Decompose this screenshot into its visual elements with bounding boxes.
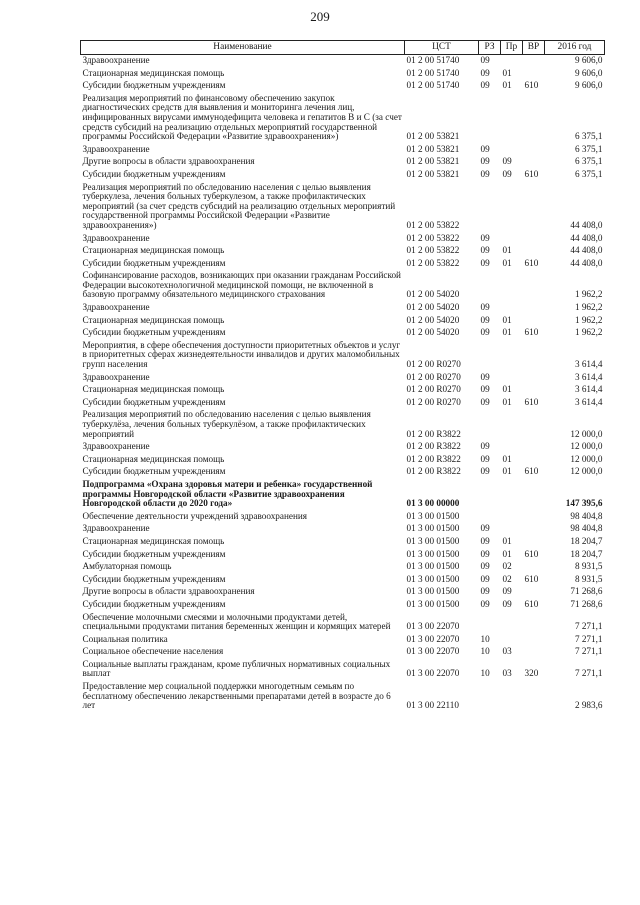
pr-cell [501,523,523,536]
name-cell: Софинансирование расходов, возникающих при оказании гражданам Российской Федерации высокотехнологичной медицинской помощи, не включенной в базовую программу обязательного медицинского страхования [82,270,401,300]
pr-cell [501,55,523,68]
cst-cell: 01 2 00 51740 [406,80,460,91]
pr-cell: 01 [502,535,512,546]
pr-cell: 01 [502,245,512,256]
rz-cell: 09 [480,441,490,452]
pr-cell [501,93,523,144]
name-cell: Субсидии бюджетным учреждениям [82,548,226,559]
vr-cell: 610 [524,168,539,179]
sum-cell: 8 931,5 [574,573,603,584]
table-row [81,144,605,157]
vr-cell [523,270,545,302]
cst-cell: 01 2 00 53821 [406,156,460,167]
cst-cell: 01 3 00 01500 [406,510,460,521]
header-pr: Пр [501,41,523,55]
vr-cell [523,612,545,634]
sum-cell: 9 606,0 [574,80,603,91]
sum-cell: 6 375,1 [574,168,603,179]
vr-cell [523,372,545,385]
cst-cell: 01 2 00 51740 [406,67,460,78]
rz-cell [479,182,501,233]
vr-cell: 610 [524,257,539,268]
vr-cell [523,68,545,81]
pr-cell [501,372,523,385]
vr-cell [523,315,545,328]
rz-cell [479,93,501,144]
sum-cell: 6 375,1 [574,131,603,142]
cst-cell: 01 2 00 R0270 [406,359,461,370]
sum-cell: 9 606,0 [574,67,603,78]
name-cell: Здравоохранение [82,55,150,65]
name-cell: Социальные выплаты гражданам, кроме публичных нормативных социальных выплат [82,658,391,679]
pr-cell: 01 [502,466,512,477]
rz-cell: 09 [480,245,490,256]
table-row [81,169,605,182]
rz-cell: 09 [480,396,490,407]
table-row [81,384,605,397]
page-number: 209 [310,9,330,24]
sum-cell: 6 375,1 [574,143,603,154]
pr-cell [501,441,523,454]
cst-cell: 01 2 00 54020 [406,302,460,313]
vr-cell [523,93,545,144]
sum-cell: 1 962,2 [574,327,603,338]
name-cell: Стационарная медицинская помощь [82,535,225,546]
sum-cell: 12 000,0 [570,428,603,439]
pr-cell [501,479,523,511]
vr-cell: 610 [524,548,539,559]
pr-cell: 01 [502,257,512,268]
vr-cell [523,233,545,246]
name-cell: Обеспечение молочными смесями и молочными продуктами детей, специальными продуктами питания беременных женщин и кормящих матерей [82,611,391,632]
pr-cell: 02 [502,561,512,572]
vr-cell [523,302,545,315]
vr-cell [523,523,545,536]
vr-cell [523,384,545,397]
rz-cell: 09 [480,302,490,313]
pr-cell: 02 [502,573,512,584]
rz-cell: 09 [480,257,490,268]
sum-cell: 7 271,1 [574,646,603,657]
vr-cell: 610 [524,573,539,584]
name-cell: Реализация мероприятий по обследованию населения с целью выявления туберкулеза, лечения больных туберкулезом, а также профилактических мероприятий (за счет средств субсидий на реализацию отдельных мероприятий государственной программы Российской Федерации «Развитие здравоохранения») [82,181,396,230]
name-cell: Здравоохранение [82,371,150,382]
vr-cell [523,586,545,599]
rz-cell: 09 [480,523,490,534]
rz-cell: 09 [480,232,490,243]
rz-cell [479,409,501,441]
pr-cell: 03 [502,646,512,657]
table-row [81,233,605,246]
name-cell: Субсидии бюджетным учреждениям [82,80,226,91]
sum-cell: 98 404,8 [570,510,603,521]
sum-cell: 44 408,0 [570,219,603,230]
vr-cell [523,681,545,713]
sum-cell: 44 408,0 [570,257,603,268]
pr-cell: 01 [502,384,512,395]
table-row [81,466,605,479]
vr-cell [523,454,545,467]
rz-cell [479,479,501,511]
table-row [81,659,605,681]
name-cell: Стационарная медицинская помощь [82,245,225,256]
vr-cell [523,144,545,157]
vr-cell [523,646,545,659]
sum-cell: 71 268,6 [570,598,603,609]
table-row [81,245,605,258]
table-row [81,55,605,68]
cst-cell: 01 2 00 53822 [406,232,460,243]
sum-cell: 3 614,4 [574,384,603,395]
sum-cell: 18 204,7 [570,535,603,546]
sum-cell: 147 395,6 [565,498,603,509]
cst-cell: 01 3 00 01500 [406,523,460,534]
table-row [81,156,605,169]
cst-cell: 01 2 00 R3822 [406,428,461,439]
vr-cell [523,561,545,574]
pr-cell [501,233,523,246]
cst-cell: 01 3 00 22070 [406,633,460,644]
sum-cell: 3 614,4 [574,396,603,407]
cst-cell: 01 2 00 R3822 [406,453,461,464]
pr-cell: 09 [502,156,512,167]
pr-cell: 01 [502,327,512,338]
table-row [81,549,605,562]
pr-cell [501,409,523,441]
table-row [81,511,605,524]
cst-cell: 01 2 00 R3822 [406,466,461,477]
name-cell: Предоставление мер социальной поддержки многодетным семьям по бесплатному обеспечению лекарственными препаратами детей в возрасте до 6 лет [82,681,391,711]
rz-cell: 09 [480,586,490,597]
rz-cell: 09 [480,371,490,382]
name-cell: Реализация мероприятий по финансовому обеспечению закупок диагностических средств для выявления и мониторинга лечения лиц, инфицированных вирусами иммунодефицита человека и гепатитов В и С (за счет средств субсидий на реализацию отдельных мероприятий государственной программы Российской Федерации «Развитие здравоохранения») [82,92,402,142]
sum-cell: 7 271,1 [574,621,603,632]
rz-cell: 09 [480,466,490,477]
table-row [81,634,605,647]
cst-cell: 01 3 00 01500 [406,598,460,609]
cst-cell: 01 3 00 22070 [406,621,460,632]
name-cell: Реализация мероприятий по обследованию населения с целью выявления туберкулёза, лечения больных туберкулёзом, а также профилактических мероприятий [82,409,371,439]
rz-cell [479,681,501,713]
sum-cell: 12 000,0 [570,441,603,452]
name-cell: Здравоохранение [82,302,150,313]
table-row [81,681,605,713]
cst-cell: 01 2 00 53822 [406,257,460,268]
cst-cell: 01 3 00 01500 [406,586,460,597]
cst-cell: 01 3 00 22070 [406,646,460,657]
name-cell: Социальная политика [82,633,168,644]
rz-cell: 09 [480,156,490,167]
cst-cell: 01 2 00 53821 [406,168,460,179]
rz-cell: 09 [480,548,490,559]
pr-cell: 01 [502,80,512,91]
table-body [81,55,605,713]
vr-cell [523,245,545,258]
pr-cell: 09 [502,598,512,609]
pr-cell [501,612,523,634]
pr-cell [501,144,523,157]
table-row [81,327,605,340]
rz-cell: 09 [480,168,490,179]
name-cell: Другие вопросы в области здравоохранения [82,156,255,167]
vr-cell [523,511,545,524]
table-row [81,536,605,549]
table-row [81,397,605,410]
vr-cell [523,55,545,68]
cst-cell: 01 2 00 54020 [406,314,460,325]
rz-cell: 10 [480,646,490,657]
pr-cell [501,511,523,524]
table-row [81,561,605,574]
name-cell: Другие вопросы в области здравоохранения [82,586,255,597]
pr-cell: 03 [502,668,512,679]
pr-cell: 01 [502,453,512,464]
cst-cell: 01 3 00 01500 [406,561,460,572]
table-row [81,315,605,328]
header-cst: ЦСТ [405,41,479,55]
pr-cell: 09 [502,168,512,179]
rz-cell: 10 [480,633,490,644]
sum-cell: 12 000,0 [570,466,603,477]
table-row [81,612,605,634]
vr-cell [523,441,545,454]
sum-cell: 18 204,7 [570,548,603,559]
table-row [81,523,605,536]
cst-cell: 01 2 00 53821 [406,131,460,142]
table-row [81,646,605,659]
rz-cell: 09 [480,67,490,78]
table-row [81,258,605,271]
sum-cell: 8 931,5 [574,561,603,572]
header-vr: ВР [523,41,545,55]
vr-cell: 610 [524,80,539,91]
name-cell: Субсидии бюджетным учреждениям [82,598,226,609]
pr-cell [501,270,523,302]
rz-cell: 10 [480,668,490,679]
name-cell: Здравоохранение [82,232,150,243]
sum-cell: 3 614,4 [574,359,603,370]
name-cell: Стационарная медицинская помощь [82,314,225,325]
sum-cell: 98 404,8 [570,523,603,534]
header-year: 2016 год [545,41,605,55]
pr-cell: 09 [502,586,512,597]
cst-cell: 01 3 00 00000 [406,498,460,509]
vr-cell [523,479,545,511]
vr-cell [523,182,545,233]
rz-cell: 09 [480,453,490,464]
cst-cell: 01 2 00 R0270 [406,384,461,395]
table-row [81,270,605,302]
cst-cell: 01 2 00 R0270 [406,396,461,407]
cst-cell: 01 2 00 51740 [406,55,460,65]
pr-cell [501,340,523,372]
table-row [81,68,605,81]
cst-cell: 01 2 00 53821 [406,143,460,154]
sum-cell: 7 271,1 [574,633,603,644]
table-row [81,182,605,233]
name-cell: Здравоохранение [82,143,150,154]
vr-cell [523,536,545,549]
table-row [81,409,605,441]
pr-cell [501,302,523,315]
sum-cell: 1 962,2 [574,302,603,313]
cst-cell: 01 2 00 53822 [406,245,460,256]
name-cell: Подпрограмма «Охрана здоровья матери и ребенка» государственной программы Новгородской области «Развитие здравоохранения Новгородской области до 2020 года» [82,478,373,509]
sum-cell: 6 375,1 [574,156,603,167]
name-cell: Субсидии бюджетным учреждениям [82,396,226,407]
sum-cell: 3 614,4 [574,371,603,382]
table-row [81,586,605,599]
table-row [81,599,605,612]
table-row [81,454,605,467]
rz-cell: 09 [480,573,490,584]
rz-cell: 09 [480,327,490,338]
cst-cell: 01 2 00 R3822 [406,441,461,452]
pr-cell: 01 [502,548,512,559]
table-row [81,479,605,511]
table-row [81,574,605,587]
pr-cell: 01 [502,67,512,78]
name-cell: Субсидии бюджетным учреждениям [82,466,226,477]
table-row [81,372,605,385]
name-cell: Субсидии бюджетным учреждениям [82,257,226,268]
name-cell: Стационарная медицинская помощь [82,67,225,78]
vr-cell: 320 [524,668,539,679]
sum-cell: 44 408,0 [570,245,603,256]
rz-cell: 09 [480,561,490,572]
header-rz: РЗ [479,41,501,55]
cst-cell: 01 3 00 22110 [406,700,459,711]
sum-cell: 2 983,6 [574,700,603,711]
sum-cell: 71 268,6 [570,586,603,597]
name-cell: Мероприятия, в сфере обеспечения доступности приоритетных объектов и услуг в приоритетных сферах жизнедеятельности инвалидов и других маломобильных групп населения [82,339,401,370]
rz-cell [479,270,501,302]
rz-cell: 09 [480,598,490,609]
rz-cell: 09 [480,535,490,546]
table-row [81,340,605,372]
rz-cell: 09 [480,314,490,325]
pr-cell [501,182,523,233]
cst-cell: 01 2 00 R0270 [406,371,461,382]
cst-cell: 01 3 00 01500 [406,535,460,546]
vr-cell [523,409,545,441]
pr-cell [501,634,523,647]
name-cell: Обеспечение деятельности учреждений здравоохранения [82,510,308,521]
cst-cell: 01 2 00 54020 [406,327,460,338]
sum-cell: 7 271,1 [574,668,603,679]
vr-cell: 610 [524,466,539,477]
vr-cell: 610 [524,396,539,407]
table-row [81,302,605,315]
name-cell: Субсидии бюджетным учреждениям [82,327,226,338]
rz-cell [479,340,501,372]
table-header [81,41,605,55]
vr-cell [523,156,545,169]
sum-cell: 12 000,0 [570,453,603,464]
rz-cell: 09 [480,80,490,91]
table-row [81,80,605,93]
sum-cell: 9 606,0 [574,55,603,65]
vr-cell [523,634,545,647]
sum-cell: 44 408,0 [570,232,603,243]
name-cell: Здравоохранение [82,441,150,452]
name-cell: Субсидии бюджетным учреждениям [82,168,226,179]
name-cell: Субсидии бюджетным учреждениям [82,573,226,584]
name-cell: Амбулаторная помощь [82,561,172,572]
vr-cell [523,340,545,372]
sum-cell: 1 962,2 [574,314,603,325]
vr-cell: 610 [524,598,539,609]
name-cell: Стационарная медицинская помощь [82,453,225,464]
cst-cell: 01 3 00 01500 [406,548,460,559]
cst-cell: 01 3 00 22070 [406,668,460,679]
name-cell: Здравоохранение [82,523,150,534]
rz-cell: 09 [480,143,490,154]
table-row [81,441,605,454]
pr-cell: 01 [502,314,512,325]
cst-cell: 01 2 00 53822 [406,219,460,230]
sum-cell: 1 962,2 [574,289,603,300]
pr-cell [501,681,523,713]
header-name: Наименование [81,41,405,55]
pr-cell: 01 [502,396,512,407]
rz-cell: 09 [480,55,490,65]
rz-cell [479,511,501,524]
budget-table [80,40,605,713]
table-row [81,93,605,144]
name-cell: Стационарная медицинская помощь [82,384,225,395]
cst-cell: 01 2 00 54020 [406,289,460,300]
vr-cell: 610 [524,327,539,338]
rz-cell: 09 [480,384,490,395]
rz-cell [479,612,501,634]
name-cell: Социальное обеспечение населения [82,646,224,657]
cst-cell: 01 3 00 01500 [406,573,460,584]
